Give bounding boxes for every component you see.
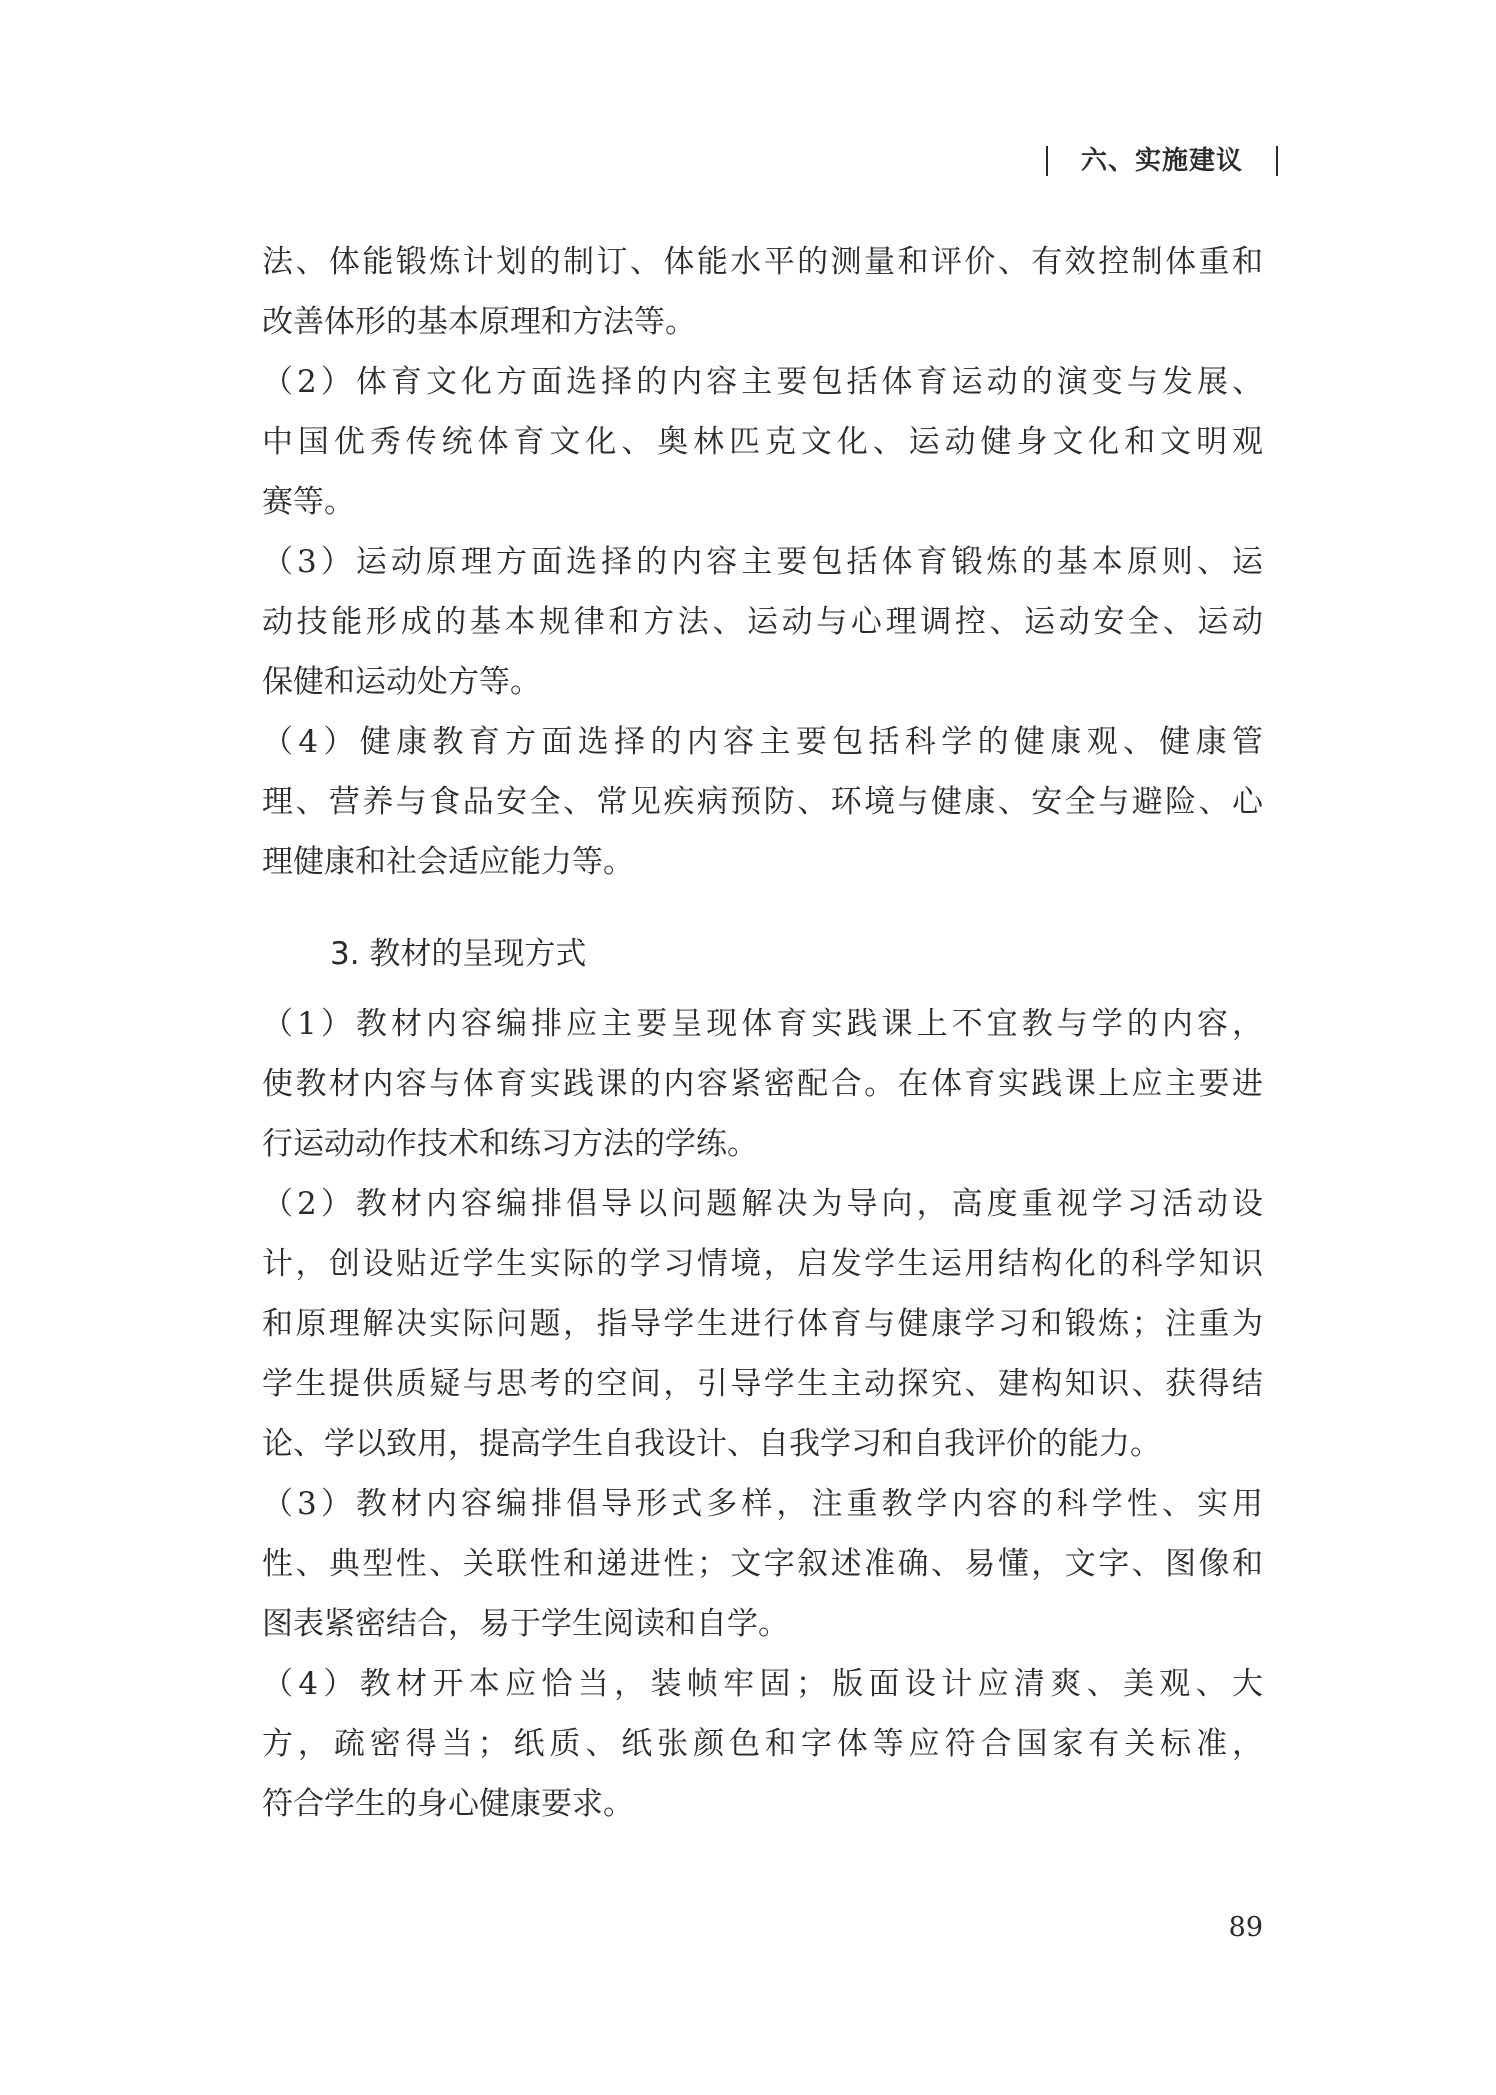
page-number: 89 (1228, 1912, 1263, 1943)
text-line: 理健康和社会适应能力等。 (262, 844, 634, 880)
text-line: 使教材内容与体育实践课的内容紧密配合。在体育实践课上应主要进 (262, 1066, 1263, 1102)
text-line: 改善体形的基本原理和方法等。 (262, 304, 696, 340)
text-line: 性、典型性、关联性和递进性；文字叙述准确、易懂，文字、图像和 (262, 1546, 1263, 1582)
text-line: （2）体育文化方面选择的内容主要包括体育运动的演变与发展、 (262, 364, 1263, 400)
text-line: 和原理解决实际问题，指导学生进行体育与健康学习和锻炼；注重为 (262, 1306, 1263, 1342)
text-line: 中国优秀传统体育文化、奥林匹克文化、运动健身文化和文明观 (262, 424, 1263, 460)
text-line: 动技能形成的基本规律和方法、运动与心理调控、运动安全、运动 (262, 604, 1263, 640)
text-line: 论、学以致用，提高学生自我设计、自我学习和自我评价的能力。 (262, 1426, 1161, 1462)
text-line: 学生提供质疑与思考的空间，引导学生主动探究、建构知识、获得结 (262, 1366, 1263, 1402)
running-header-title: 六、实施建议 (1080, 146, 1243, 176)
text-line: 图表紧密结合，易于学生阅读和自学。 (262, 1606, 789, 1642)
text-line: （4）健康教育方面选择的内容主要包括科学的健康观、健康管 (262, 724, 1263, 760)
running-header (1046, 138, 1278, 184)
text-line: 保健和运动处方等。 (262, 664, 541, 700)
text-line: 方，疏密得当；纸质、纸张颜色和字体等应符合国家有关标准， (262, 1726, 1263, 1762)
text-line: 符合学生的身心健康要求。 (262, 1786, 634, 1822)
text-line: （2）教材内容编排倡导以问题解决为导向，高度重视学习活动设 (262, 1186, 1263, 1222)
text-line: （1）教材内容编排应主要呈现体育实践课上不宜教与学的内容， (262, 1006, 1263, 1042)
text-line: （4）教材开本应恰当，装帧牢固；版面设计应清爽、美观、大 (262, 1666, 1263, 1702)
section-heading: 3. 教材的呈现方式 (330, 936, 587, 972)
text-line: 行运动动作技术和练习方法的学练。 (262, 1126, 758, 1162)
text-line: 理、营养与食品安全、常见疾病预防、环境与健康、安全与避险、心 (262, 784, 1263, 820)
text-line: （3）教材内容编排倡导形式多样，注重教学内容的科学性、实用 (262, 1486, 1263, 1522)
text-line: （3）运动原理方面选择的内容主要包括体育锻炼的基本原则、运 (262, 544, 1263, 580)
text-line: 法、体能锻炼计划的制订、体能水平的测量和评价、有效控制体重和 (262, 244, 1263, 280)
header-right-rule (1276, 146, 1278, 176)
header-left-rule (1046, 146, 1048, 176)
text-line: 计，创设贴近学生实际的学习情境，启发学生运用结构化的科学知识 (262, 1246, 1263, 1282)
text-line: 赛等。 (262, 484, 355, 520)
